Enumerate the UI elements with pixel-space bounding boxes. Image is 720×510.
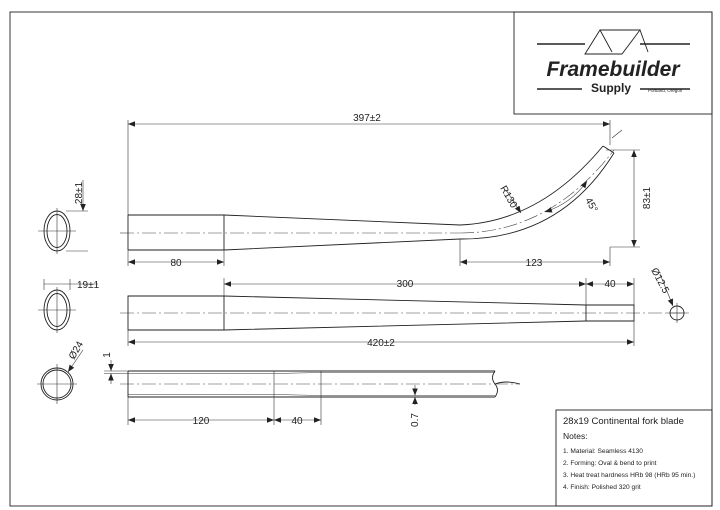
blade-length-dimension [128,338,634,349]
wall-thin-label: 0.7 [410,413,421,427]
bend-angle-label: 45° [582,196,600,215]
rake-offset-dimension [634,150,653,247]
tip-length-label: 40 [604,279,616,290]
round-diameter-label: Ø24 [67,339,87,362]
logo-block [514,12,712,114]
straight-end-label: 80 [170,258,182,269]
wall-thin-dimension [410,385,421,427]
overall-length-label: 397±2 [353,113,381,124]
transition-length-label: 40 [291,416,303,427]
notes-heading: Notes: [563,431,588,441]
round-tube-view [120,371,520,425]
straight-end-dimension [128,258,224,269]
overall-length-dimension [128,113,610,124]
title-block [556,410,712,506]
note-2: 2. Forming: Oval & bend to print [563,460,657,467]
oval-section-19 [38,279,100,333]
rake-offset-label: 83±1 [642,186,653,210]
oval-minor-label: 19±1 [77,280,100,291]
note-1: 1. Material: Seamless 4130 [563,448,643,455]
bend-radius-dimension [497,184,521,213]
logo-brand-text: Framebuilder [546,58,680,81]
logo-location-text: Portland, Oregon [648,88,683,93]
bend-angle-dimension [545,181,599,215]
tip-section [648,266,687,323]
round-section [37,339,86,404]
note-3: 3. Heat treat hardness HRb 98 (HRb 95 min.) [563,472,696,479]
bent-blade-view [120,120,640,266]
butt-length-dimension [128,416,274,427]
oval-major-label: 28±1 [74,181,85,205]
logo-sub-text: Supply [590,81,632,95]
tip-length-dimension [586,279,634,290]
butt-length-label: 120 [192,416,210,427]
note-4: 4. Finish: Polished 320 grit [563,484,641,491]
oval-section-28 [38,180,88,254]
tip-diameter-label: Ø12.5 [648,266,671,296]
bend-run-dimension [460,258,610,269]
taper-length-dimension [224,279,586,290]
taper-length-label: 300 [396,279,414,290]
bend-run-label: 123 [525,258,543,269]
wall-top-label: 1 [102,352,113,358]
blade-length-label: 420±2 [367,338,395,349]
wall-top-dimension [102,352,128,384]
bend-radius-label: R130 [497,184,519,211]
transition-length-dimension [274,416,321,427]
bike-frame-icon [537,30,690,54]
title-text: 28x19 Continental fork blade [563,416,684,427]
